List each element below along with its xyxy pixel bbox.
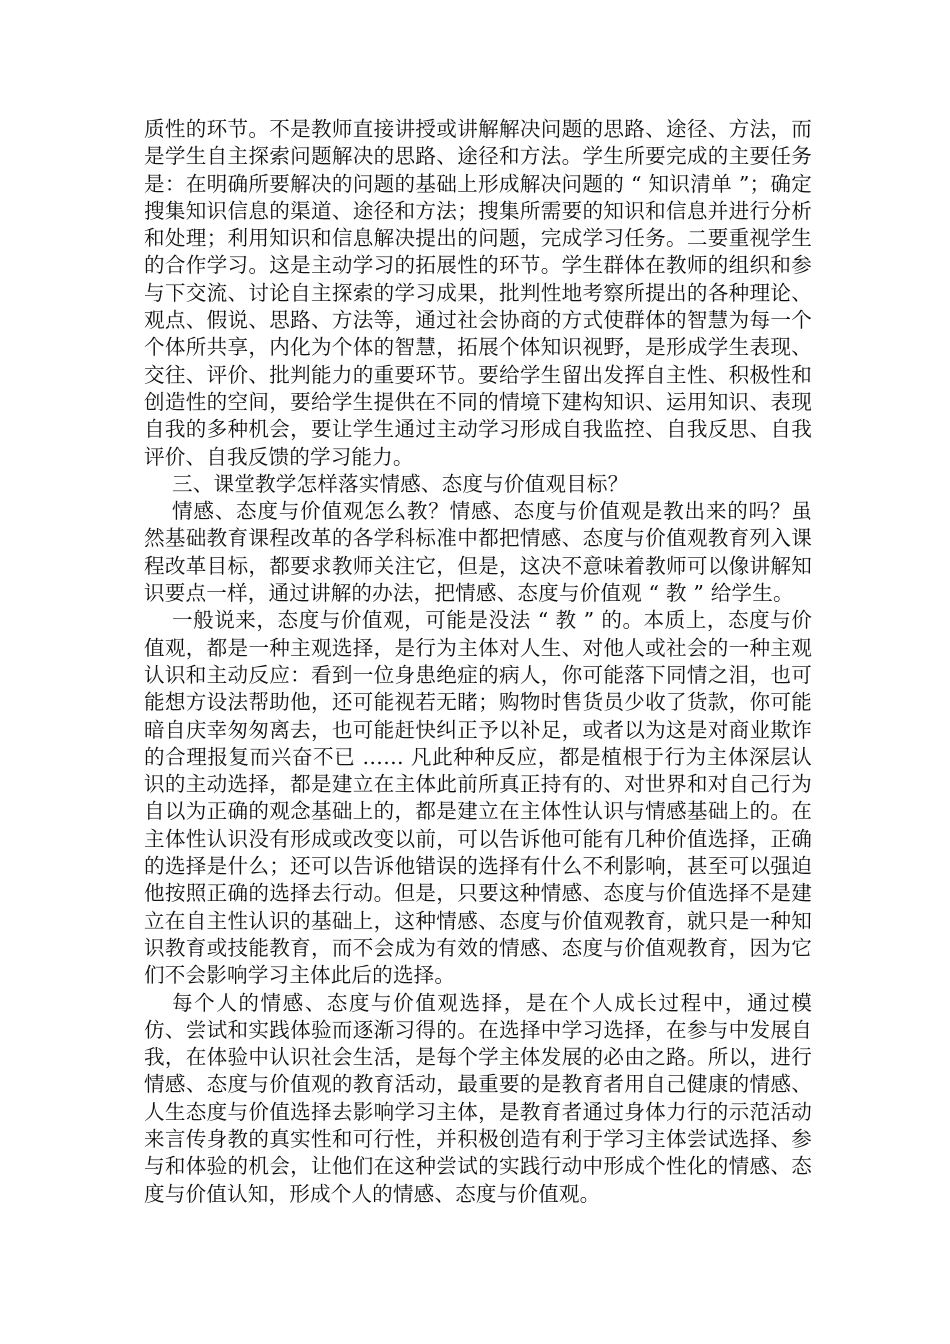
paragraph-1: 质性的环节。不是教师直接讲授或讲解解决问题的思路、途径、方法，而是学生自主探索问题解决的思路、途径和方法。学生所要完成的主要任务是：在明确所要解决的问题的基础上形成解决问题的 “ 知识清单 ”；确定搜集知识信息的渠道、途径和方法；搜集所需要的知识和信息并进行分析和处理；利用知识和信息解决提出的问题，完成学习任务。二要重视学生的合作学习。这是主动学习的拓展性的环节。学生群体在教师的组织和参与下交流、讨论自主探索的学习成果，批判性地考察所提出的各种理论、观点、假说、思路、方法等，通过社会协商的方式使群体的智慧为每一个个体所共享，内化为个体的智慧，拓展个体知识视野，是形成学生表现、交往、评价、批判能力的重要环节。要给学生留出发挥自主性、积极性和创造性的空间，要给学生提供在不同的情境下建构知识、运用知识、表现自我的多种机会，要让学生通过主动学习形成自我监控、自我反思、自我评价、自我反馈的学习能力。 [144, 117, 812, 469]
paragraph-4: 每个人的情感、态度与价值观选择，是在个人成长过程中，通过模仿、尝试和实践体验而逐渐习得的。在选择中学习选择，在参与中发展自我，在体验中认识社会生活，是每个学主体发展的必由之路。所以，进行情感、态度与价值观的教育活动，最重要的是教育者用自己健康的情感、人生态度与价值选择去影响学习主体，是教育者通过身体力行的示范活动来言传身教的真实性和可行性，并积极创造有利于学习主体尝试选择、参与和体验的机会，让他们在这种尝试的实践行动中形成个性化的情感、态度与价值认知，形成个人的情感、态度与价值观。 [144, 990, 812, 1206]
section-heading-3: 三、课堂教学怎样落实情感、态度与价值观目标？ [172, 471, 629, 496]
body-text [144, 116, 812, 1208]
paragraph-3: 一般说来，态度与价值观，可能是没法 “ 教 ” 的。本质上，态度与价值观，都是一种主观选择，是行为主体对人生、对他人或社会的一种主观认识和主动反应：看到一位身患绝症的病人，你可能落下同情之泪，也可能想方设法帮助他，还可能视若无睹；购物时售货员少收了货款，你可能暗自庆幸匆匆离去，也可能赶快纠正予以补足，或者以为这是对商业欺诈的合理报复而兴奋不已 …… 凡此种种反应，都是植根于行为主体深层认识的主动选择，都是建立在主体此前所真正持有的、对世界和对自己行为自以为正确的观念基础上的，都是建立在主体性认识与情感基础上的。在主体性认识没有形成或改变以前，可以告诉他可能有几种价值选择，正确的选择是什么；还可以告诉他错误的选择有什么不利影响，甚至可以强迫他按照正确的选择去行动。但是，只要这种情感、态度与价值选择不是建立在自主性认识的基础上，这种情感、态度与价值观教育，就只是一种知识教育或技能教育，而不会成为有效的情感、态度与价值观教育，因为它们不会影响学习主体此后的选择。 [144, 608, 812, 988]
paragraph-2: 情感、态度与价值观怎么教？情感、态度与价值观是教出来的吗？虽然基础教育课程改革的各学科标准中都把情感、态度与价值观教育列入课程改革目标，都要求教师关注它，但是，这决不意味着教师可以像讲解知识要点一样，通过讲解的办法，把情感、态度与价值观 “ 教 ” 给学生。 [144, 499, 812, 606]
